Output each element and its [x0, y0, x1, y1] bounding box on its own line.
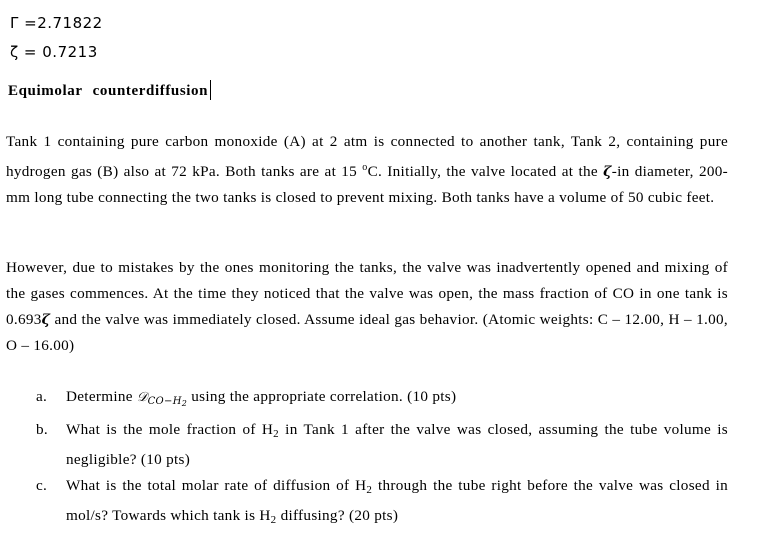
question-c-text-2: through the tube right before the valve was closed in mol/s? Towards which tank is H [66, 477, 728, 524]
para1-text-3: -in diameter, 200-mm long tube connecting the two tanks is closed to prevent mixing. Both tanks have a volume of 50 cubic feet. [6, 163, 728, 206]
zeta-value: ζ = 0.7213 [10, 43, 98, 61]
zeta-symbol: ζ [603, 164, 612, 180]
text-cursor [210, 80, 211, 100]
question-c [36, 473, 728, 533]
question-b [36, 417, 728, 473]
question-a-text-1: Determine [66, 388, 137, 405]
zeta-symbol: ζ [41, 312, 51, 328]
question-list [36, 384, 728, 533]
problem-paragraph-1 [6, 129, 728, 211]
para2-text-2: and the valve was immediately closed. Assume ideal gas behavior. (Atomic weights: C – 12.00, H – 1.00, O – 16.00) [6, 311, 728, 354]
question-a-text-2: using the appropriate correlation. (10 pts) [187, 388, 457, 405]
question-b-text-2: in Tank 1 after the valve was closed, assuming the tube volume is negligible? (10 pts) [66, 421, 728, 468]
diffusivity-subscript-2: 2 [181, 399, 188, 408]
question-b-marker: b. [36, 421, 48, 438]
degree-sup: o [362, 162, 368, 173]
diffusivity-symbol: 𝒟 [136, 390, 148, 405]
gamma-value: Γ =2.71822 [10, 14, 103, 32]
question-c-text-1: What is the total molar rate of diffusion of H [66, 477, 367, 494]
para2-text-1: However, due to mistakes by the ones monitoring the tanks, the valve was inadvertently opened and mixing of the gases commences. At the time they noticed that the valve was open, the mass fraction of CO in one tank is 0.693 [6, 259, 728, 328]
section-heading[interactable] [8, 80, 211, 100]
h2-subscript: 2 [270, 514, 277, 526]
question-c-marker: c. [36, 477, 48, 494]
question-c-text-3: diffusing? (20 pts) [276, 507, 399, 524]
diffusivity-subscript: CO−H [147, 396, 182, 407]
question-a-marker: a. [36, 388, 48, 405]
problem-paragraph-2 [6, 255, 728, 359]
question-a [36, 384, 728, 417]
heading-text: Equimolar counterdiffusion [8, 83, 209, 99]
h2-subscript: 2 [366, 484, 373, 496]
para1-text-1: Tank 1 containing pure carbon monoxide (A) at 2 atm is connected to another tank, Tank 2, containing pure hydrogen gas (B) also at 72 kPa. Both tanks are at 15 [6, 133, 728, 180]
para1-text-2: C. Initially, the valve located at the [367, 163, 604, 180]
question-b-text-1: What is the mole fraction of H [66, 421, 274, 438]
h2-subscript: 2 [273, 428, 279, 440]
